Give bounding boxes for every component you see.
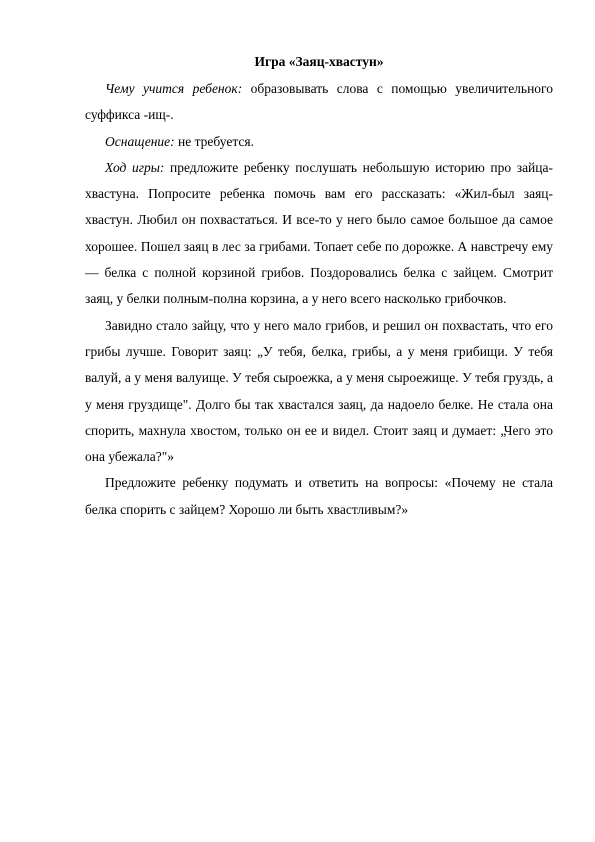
paragraph-story-continued	[85, 313, 553, 471]
paragraph-text: предложите ребенку послушать небольшую историю про зайца-хвастуна. Попросите ребенка помочь вам его рассказать: «Жил-был заяц-хвастун. Любил он похвастаться. И все-то у него было самое большое да самое хорошее. Пошел заяц в лес за грибами. Топает себе по дорожке. А навстречу ему — белка с полной корзиной грибов. Поздоровались белка с зайцем. Смотрит заяц, у белки полным-полна корзина, а у него всего насколько грибочков.	[85, 159, 553, 307]
paragraph-label: Оснащение:	[105, 133, 175, 149]
paragraph-label: Чему учится ребенок:	[105, 81, 243, 96]
paragraph-text: образовывать слова с помощью увеличительного суффикса -ищ-.	[85, 81, 554, 123]
document-page	[85, 52, 553, 523]
paragraph-questions	[85, 470, 553, 523]
paragraph-equipment	[85, 129, 553, 155]
paragraph-text: Завидно стало зайцу, что у него мало грибов, и решил он похвастать, что его грибы лучше. Говорит заяц: „У тебя, белка, грибы, а у меня грибищи. У тебя валуй, а у меня валуище. У тебя сыроежка, а у меня сыроежище. У тебя груздь, а у меня груздище". Долго бы так хвастался заяц, да надоело белке. Не стала она спорить, махнула хвостом, только он ее и видел. Стоит заяц и думает: „Чего это она убежала?"»	[85, 317, 553, 465]
paragraph-text: Предложите ребенку подумать и ответить на вопросы: «Почему не стала белка спорить с зайцем? Хорошо ли быть хвастливым?»	[85, 475, 553, 517]
paragraph-label: Ход игры:	[105, 159, 165, 175]
document-title: Игра «Заяц-хвастун»	[254, 54, 384, 69]
paragraph-learning-goal	[85, 76, 553, 129]
paragraph-text: не требуется.	[174, 133, 254, 149]
paragraph-game-procedure	[85, 155, 553, 313]
